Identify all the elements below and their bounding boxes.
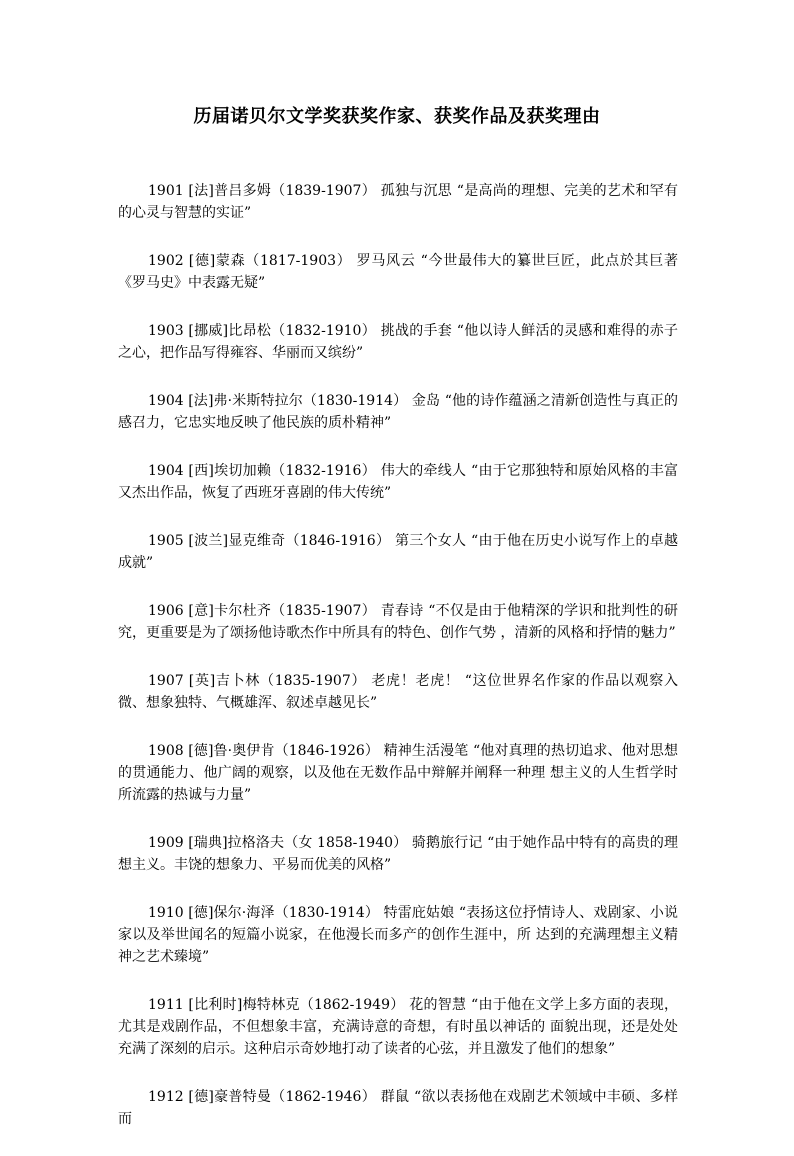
laureate-entry-1904-mistral: 1904 [法]弗·米斯特拉尔（1830-1914） 金岛 “他的诗作蕴涵之清新创造性与真正的感召力，它忠实地反映了他民族的质朴精神” bbox=[118, 393, 678, 431]
laureate-entry-1903-bjornson: 1903 [挪威]比昂松（1832-1910） 挑战的手套 “他以诗人鲜活的灵感和难得的赤子之心，把作品写得雍容、华丽而又缤纷” bbox=[118, 323, 678, 361]
document-title: 历届诺贝尔文学奖获奖作家、获奖作品及获奖理由 bbox=[193, 106, 601, 127]
laureate-entry-1901-prudhomme: 1901 [法]普吕多姆（1839-1907） 孤独与沉思 “是高尚的理想、完美的艺术和罕有的心灵与智慧的实证” bbox=[118, 183, 678, 221]
laureate-entry-1908-eucken: 1908 [德]鲁·奥伊肯（1846-1926） 精神生活漫笔 “他对真理的热切追求、他对思想的贯通能力、他广阔的观察，以及他在无数作品中辩解并阐释一种理 想主义的人生哲学时所流露的热诚与力量” bbox=[118, 743, 678, 803]
laureate-entry-1911-maeterlinck: 1911 [比利时]梅特林克（1862-1949） 花的智慧 “由于他在文学上多方面的表现，尤其是戏剧作品，不但想象丰富，充满诗意的奇想，有时虽以神话的 面貌出现，还是处处充满了深刻的启示。这种启示奇妙地打动了读者的心弦，并且激发了他们的想象” bbox=[118, 997, 678, 1057]
laureate-list bbox=[118, 180, 678, 1156]
laureate-entry-1912-hauptmann: 1912 [德]豪普特曼（1862-1946） 群鼠 “欲以表扬他在戏剧艺术领域中丰硕、多样而 bbox=[118, 1089, 678, 1127]
laureate-entry-1904-echegaray: 1904 [西]埃切加赖（1832-1916） 伟大的牵线人 “由于它那独特和原始风格的丰富又杰出作品，恢复了西班牙喜剧的伟大传统” bbox=[118, 463, 678, 501]
laureate-entry-1910-heyse: 1910 [德]保尔·海泽（1830-1914） 特雷庇姑娘 “表扬这位抒情诗人、戏剧家、小说家以及举世闻名的短篇小说家，在他漫长而多产的创作生涯中，所 达到的充满理想主义精神之艺术臻境” bbox=[118, 905, 678, 965]
laureate-entry-1905-sienkiewicz: 1905 [波兰]显克维奇（1846-1916） 第三个女人 “由于他在历史小说写作上的卓越成就” bbox=[118, 533, 678, 571]
laureate-entry-1906-carducci: 1906 [意]卡尔杜齐（1835-1907） 青春诗 “不仅是由于他精深的学识和批判性的研究，更重要是为了颂扬他诗歌杰作中所具有的特色、创作气势 ，清新的风格和抒情的魅力” bbox=[118, 603, 678, 641]
laureate-entry-1902-mommsen: 1902 [德]蒙森（1817-1903） 罗马风云 “今世最伟大的纂世巨匠，此点於其巨著《罗马史》中表露无疑” bbox=[118, 253, 678, 291]
laureate-entry-1909-lagerlof: 1909 [瑞典]拉格洛夫（女 1858-1940） 骑鹅旅行记 “由于她作品中特有的高贵的理想主义。丰饶的想象力、平易而优美的风格” bbox=[118, 835, 678, 873]
laureate-entry-1907-kipling: 1907 [英]吉卜林（1835-1907） 老虎！老虎！ “这位世界名作家的作品以观察入微、想象独特、气概雄浑、叙述卓越见长” bbox=[118, 673, 678, 711]
